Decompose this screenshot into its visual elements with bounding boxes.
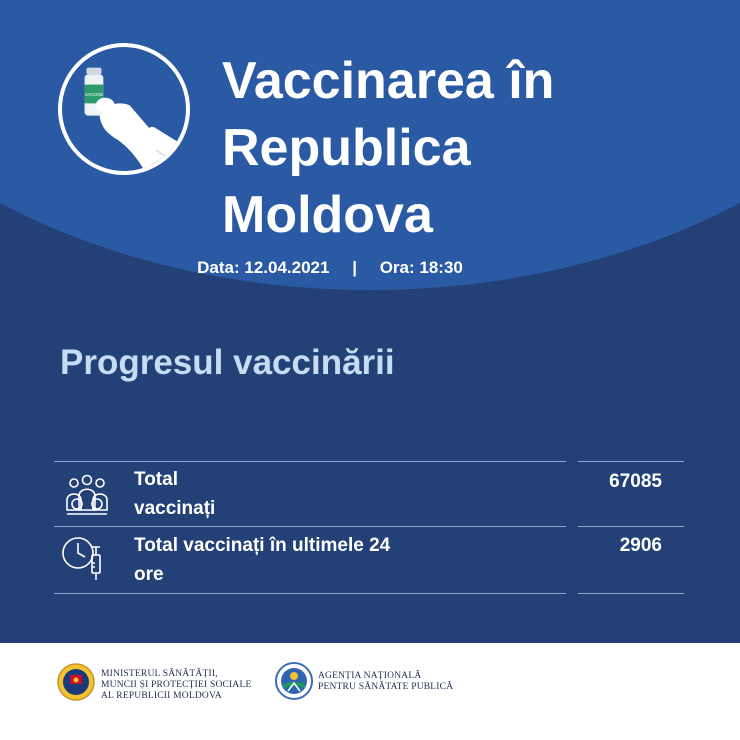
ministry-name xyxy=(101,669,251,702)
footer xyxy=(0,643,740,740)
date-time-separator: | xyxy=(352,258,357,277)
table-divider xyxy=(578,593,684,594)
ministry-name-line: MINISTERUL SĂNĂTĂȚII, xyxy=(101,669,218,679)
table-divider xyxy=(578,461,684,462)
agency-name xyxy=(318,671,453,693)
vial-text: VACCINE xyxy=(84,91,104,97)
row-label-line: Total xyxy=(134,469,178,490)
date-value: 12.04.2021 xyxy=(244,258,330,277)
title-line-1: Vaccinarea în xyxy=(222,52,555,110)
page-title xyxy=(222,48,702,249)
table-divider xyxy=(54,526,566,527)
date-label: Data: xyxy=(197,258,240,277)
table-divider xyxy=(54,461,566,462)
section-title: Progresul vaccinării xyxy=(60,343,395,382)
row-value-last-24h: 2906 xyxy=(619,535,662,556)
hand-holding-vaccine-icon xyxy=(58,43,190,175)
row-label-line: vaccinați xyxy=(134,498,216,519)
agency-name-line: AGENȚIA NAȚIONALĂ xyxy=(318,671,422,681)
row-label-line: Total vaccinați în ultimele 24 xyxy=(134,535,391,556)
ministry-name-line: AL REPUBLICII MOLDOVA xyxy=(101,691,222,701)
time-label: Ora: xyxy=(379,258,415,277)
clock-and-syringe-icon xyxy=(60,533,108,581)
agency-emblem-icon xyxy=(274,661,314,701)
table-divider xyxy=(578,526,684,527)
row-label-last-24h xyxy=(134,531,454,589)
row-label-total xyxy=(134,465,454,523)
row-value-total: 67085 xyxy=(609,471,662,492)
table-divider xyxy=(54,593,566,594)
agency-name-line: PENTRU SĂNĂTATE PUBLICĂ xyxy=(318,682,454,692)
time-value: 18:30 xyxy=(419,258,463,277)
title-line-3: Moldova xyxy=(222,186,433,244)
moldova-coat-of-arms-icon xyxy=(57,663,95,701)
ministry-name-line: MUNCII ȘI PROTECȚIEI SOCIALE xyxy=(101,680,252,690)
date-time-line xyxy=(0,258,660,278)
group-of-people-icon xyxy=(63,470,111,518)
row-label-line: ore xyxy=(134,564,164,585)
title-line-2: Republica xyxy=(222,119,471,177)
